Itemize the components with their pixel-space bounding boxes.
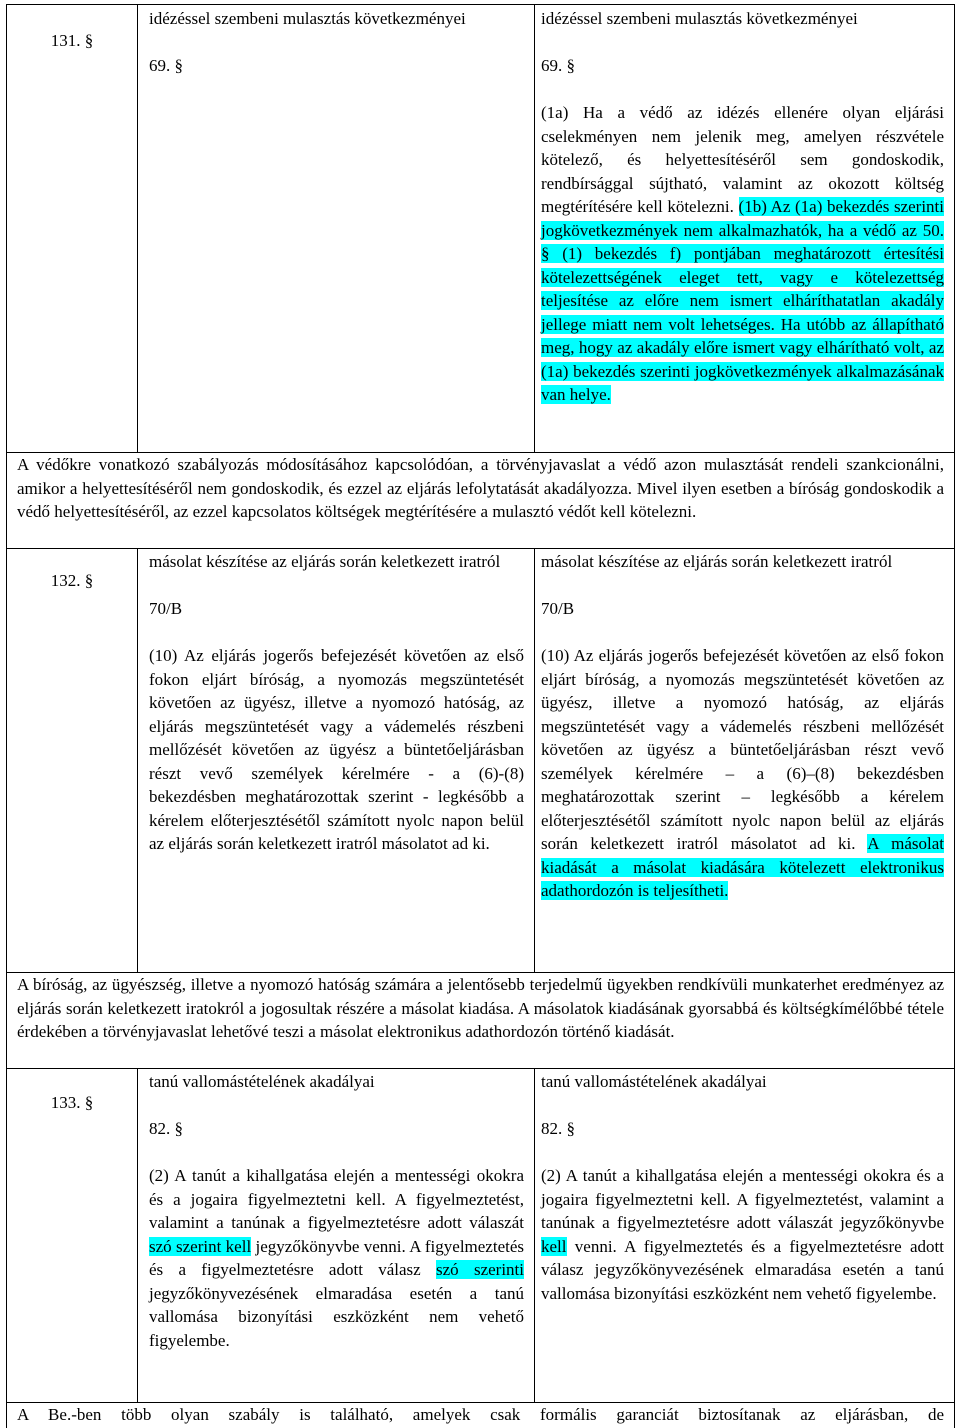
deleted-text-highlight: szó szerinti <box>436 1260 524 1279</box>
amendment-highlight: kell <box>541 1236 567 1256</box>
row-133 <box>6 1068 955 1402</box>
section-label-new: 69. § <box>541 56 575 75</box>
new-text-cell <box>536 5 954 452</box>
heading-new: másolat készítése az eljárás során keletkezett iratról <box>541 552 893 571</box>
paragraph-1a: (1a) Ha a védő az idézés ellenére olyan eljárási cselekményen nem jelenik meg, amelyen részvétele kötelező, és helyettesítéséről sem gondoskodik, rendbírsággal sújtható, valamint az okozott költség megtérítésére kell kötelezni. (1b) Az (1a) bekezdés szerinti jogkövetkezmények nem alkalmazhatók, ha a védő az 50. § (1) bekezdés f) pontjában meghatározott értesítési kötelezettségének eleget tett, vagy e kötelezettség teljesítése az előre nem ismert elháríthatatlan akadály jellege miatt nem volt lehetséges. Ha utóbb az állapítható meg, hogy az akadály előre ismert vagy elhárítható volt, az (1a) bekezdés szerinti jogkövetkezmények alkalmazásának van helye. <box>541 103 944 404</box>
section-label-old: 70/B <box>149 599 183 618</box>
section-number-cell <box>7 5 138 452</box>
paragraph-10-old: (10) Az eljárás jogerős befejezését követően az első fokon eljárt bíróság, a nyomozás megszüntetését követően az ügyész, illetve a nyomozó hatóság, az eljárás megszüntetését vagy a vádemelés részbeni mellőzését követően az ügyész a büntetőeljárásban részt vevő személyek kérelmére - a (6)-(8) bekezdésben meghatározottak szerint - legkésőbb a kérelem előterjesztésétől számított nyolc napon belül az eljárás során keletkezett iratról másolatot ad ki. <box>149 646 524 853</box>
section-number-cell <box>7 1069 138 1402</box>
amendment-highlight: (1b) Az (1a) bekezdés szerinti jogkövetkezmények nem alkalmazhatók, ha a védő az 50. § (1) bekezdés f) pontjában meghatározott értesítési kötelezettségének eleget tett, vagy e kötelezettség teljesítése az előre nem ismert elháríthatatlan akadály jellege miatt nem volt lehetséges. Ha utóbb az állapítható meg, hogy az akadály előre ismert vagy elhárítható volt, az (1a) bekezdés szerinti jogkövetkezmények alkalmazásának van helye. <box>541 197 944 404</box>
row-132 <box>6 548 955 972</box>
section-label-new: 82. § <box>541 1119 575 1138</box>
heading-new: idézéssel szembeni mulasztás következményei <box>541 9 858 28</box>
old-text-cell <box>139 5 535 452</box>
amendment-highlight: A másolat kiadását a másolat kiadására kötelezett elektronikus adathordozón is teljesítheti. <box>541 834 945 900</box>
heading-new: tanú vallomástételének akadályai <box>541 1072 767 1091</box>
paragraph-10-new: (10) Az eljárás jogerős befejezését követően az első fokon eljárt bíróság, a nyomozás megszüntetését követően az ügyész, illetve a nyomozó hatóság, az eljárás megszüntetését vagy a vádemelés részbeni mellőzését követően az ügyész a büntetőeljárásban részt vevő személyek kérelmére – a (6)–(8) bekezdésben meghatározottak szerint – legkésőbb a kérelem előterjesztésétől számított nyolc napon belül az eljárás során keletkezett iratról másolatot ad ki. A másolat kiadását a másolat kiadására kötelezett elektronikus adathordozón is teljesítheti. <box>541 646 945 900</box>
section-number: 131. § <box>50 31 94 50</box>
explanatory-note-131: A védőkre vonatkozó szabályozás módosításához kapcsolódóan, a törvényjavaslat a védő azon mulasztását rendeli szankcionálni, amikor a helyettesítéséről nem gondoskodik, és ezzel az eljárás lefolytatását akadályozza. Mivel ilyen esetben a bíróság gondoskodik a védő helyettesítéséről, az ezzel kapcsolatos költségek megtérítésére a mulasztó védőt kell kötelezni. <box>6 452 955 548</box>
heading-old: tanú vallomástételének akadályai <box>149 1072 375 1091</box>
deleted-text-highlight: szó szerint kell <box>149 1236 252 1256</box>
heading-old: másolat készítése az eljárás során keletkezett iratról <box>149 552 501 571</box>
paragraph-2-old: (2) A tanút a kihallgatása elején a mentességi okokra és a jogaira figyelmeztetni kell. A figyelmeztetést, valamint a tanúnak a figyelmeztetésre adott válaszát szó szerint kell jegyzőkönyvbe venni. A figyelmeztetés és a figyelmeztetésre adott válasz szó szerinti jegyzőkönyvezésének elmaradása esetén a tanú vallomása bizonyítási eszközként nem vehető figyelembe. <box>149 1166 525 1350</box>
old-text-cell <box>139 1069 535 1402</box>
old-text-cell <box>139 549 535 972</box>
section-number: 132. § <box>50 571 94 590</box>
new-text-cell <box>536 549 954 972</box>
row-131 <box>6 4 955 452</box>
explanatory-note-133: A Be.-ben több olyan szabály is található, amelyek csak formális garanciát biztosítanak az eljárásban, de <box>6 1402 955 1428</box>
heading-old: idézéssel szembeni mulasztás következményei <box>149 9 466 28</box>
section-label-old: 82. § <box>149 1119 183 1138</box>
explanatory-note-132: A bíróság, az ügyészség, illetve a nyomozó hatóság számára a jelentősebb terjedelmű ügyekben rendkívüli munkaterhet eredményez az eljárás során keletkezett iratokról a jogosultak részére a másolat kiadása. A másolatok kiadásának gyorsabbá és költségkímélőbbé tétele érdekében a törvényjavaslat lehetővé teszi a másolat elektronikus adathordozón történő kiadását. <box>6 972 955 1068</box>
section-label-old: 69. § <box>149 56 183 75</box>
paragraph-2-new: (2) A tanút a kihallgatása elején a mentességi okokra és a jogaira figyelmeztetni kell. A figyelmeztetést, valamint a tanúnak a figyelmeztetésre adott válaszát jegyzőkönyvbe kell venni. A figyelmeztetés és a figyelmeztetésre adott válasz jegyzőkönyvezésének elmaradása esetén a tanú vallomása bizonyítási eszközként nem vehető figyelembe. <box>541 1166 944 1303</box>
section-number-cell <box>7 549 138 972</box>
new-text-cell <box>536 1069 954 1402</box>
section-label-new: 70/B <box>541 599 575 618</box>
section-number: 133. § <box>50 1093 94 1112</box>
